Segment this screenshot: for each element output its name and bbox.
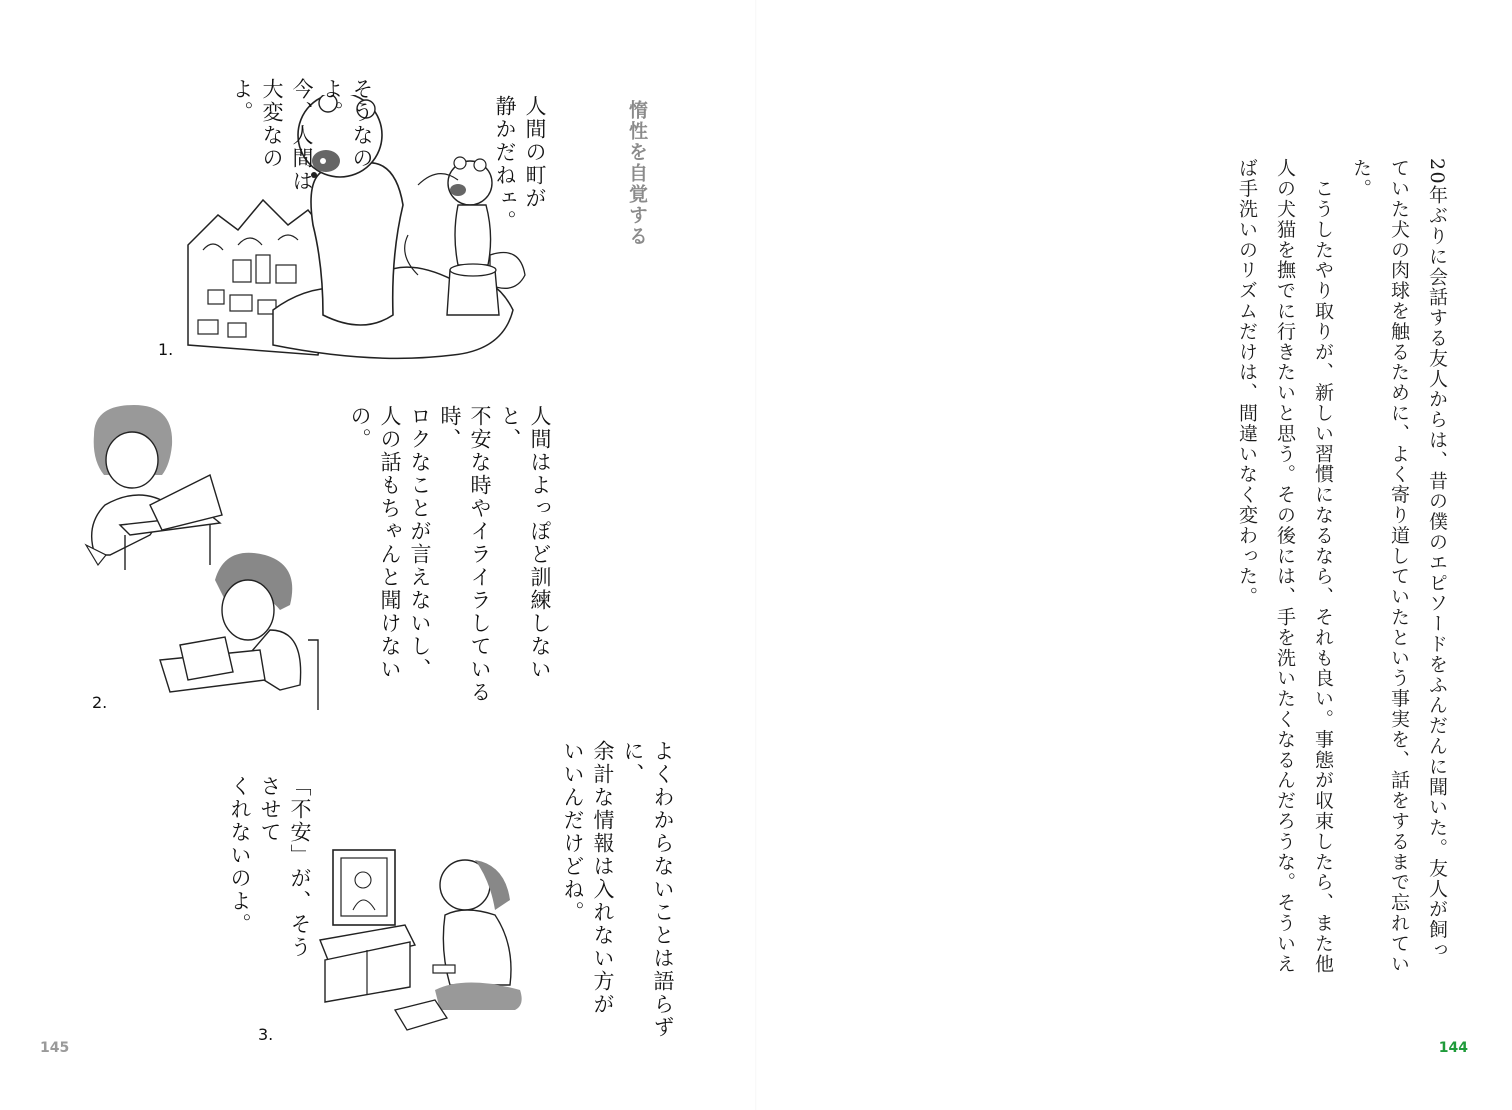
bubble-line: 静かだねェ。: [493, 95, 517, 233]
panel-2-speech: [345, 405, 555, 705]
bubble-line: 人間はよっぽど訓練しないと、: [498, 405, 552, 681]
panel-1-speech-tanuki-small: [490, 95, 550, 265]
bubble-line: よくわからないことは語らずに、: [621, 740, 675, 1039]
bubble-line: 大変なのよ。: [230, 78, 284, 170]
page-number-left: 145: [40, 1040, 70, 1056]
panel-3-number: 3.: [258, 1025, 274, 1044]
bubble-line: 「不安」が、そうさせて: [258, 775, 312, 959]
panel-2-number: 2.: [92, 693, 108, 712]
section-title: 惰性を自覚する: [626, 100, 648, 247]
bubble-line: 不安な時やイライラしている時、: [438, 405, 492, 704]
bubble-line: 余計な情報は入れない方が: [591, 740, 615, 1016]
panel-2-illustration: [80, 405, 330, 715]
bubble-line: くれないのよ。: [228, 775, 252, 936]
page-gutter: [755, 0, 757, 1110]
panel-3-illustration: [315, 840, 535, 1040]
body-text: [1228, 158, 1456, 978]
panel-1-speech-tanuki-big: [227, 78, 377, 208]
bubble-line: 人間の町が: [523, 95, 547, 210]
body-paragraph: こうしたやり取りが、新しい習慣になるなら、それも良い。事態が収束したら、また他人の犬猫を撫でに行きたいと思う。その後には、手を洗いたくなるんだろうな。そういえば手洗いのリズムだけは、間違いなく変わった。: [1236, 158, 1334, 974]
bubble-line: そうなのよ。: [320, 78, 374, 170]
panel-1-number: 1.: [158, 340, 174, 359]
page-number-right: 144: [1438, 1040, 1468, 1056]
bubble-line: 今、人間は: [290, 78, 314, 193]
bubble-line: ロクなことが言えないし、: [408, 405, 432, 681]
body-paragraph: 20年ぶりに会話する友人からは、昔の僕のエピソードをふんだんに聞いた。友人が飼っていた犬の肉球を触るために、よく寄り道していたという事実を、話をするまで忘れていた。: [1350, 158, 1448, 974]
panel-3-speech-man: [558, 740, 678, 1040]
bubble-line: 人の話もちゃんと聞けないの。: [348, 405, 402, 681]
panel-3-speech-narration: [225, 775, 315, 975]
bubble-line: いいんだけどね。: [561, 740, 585, 924]
